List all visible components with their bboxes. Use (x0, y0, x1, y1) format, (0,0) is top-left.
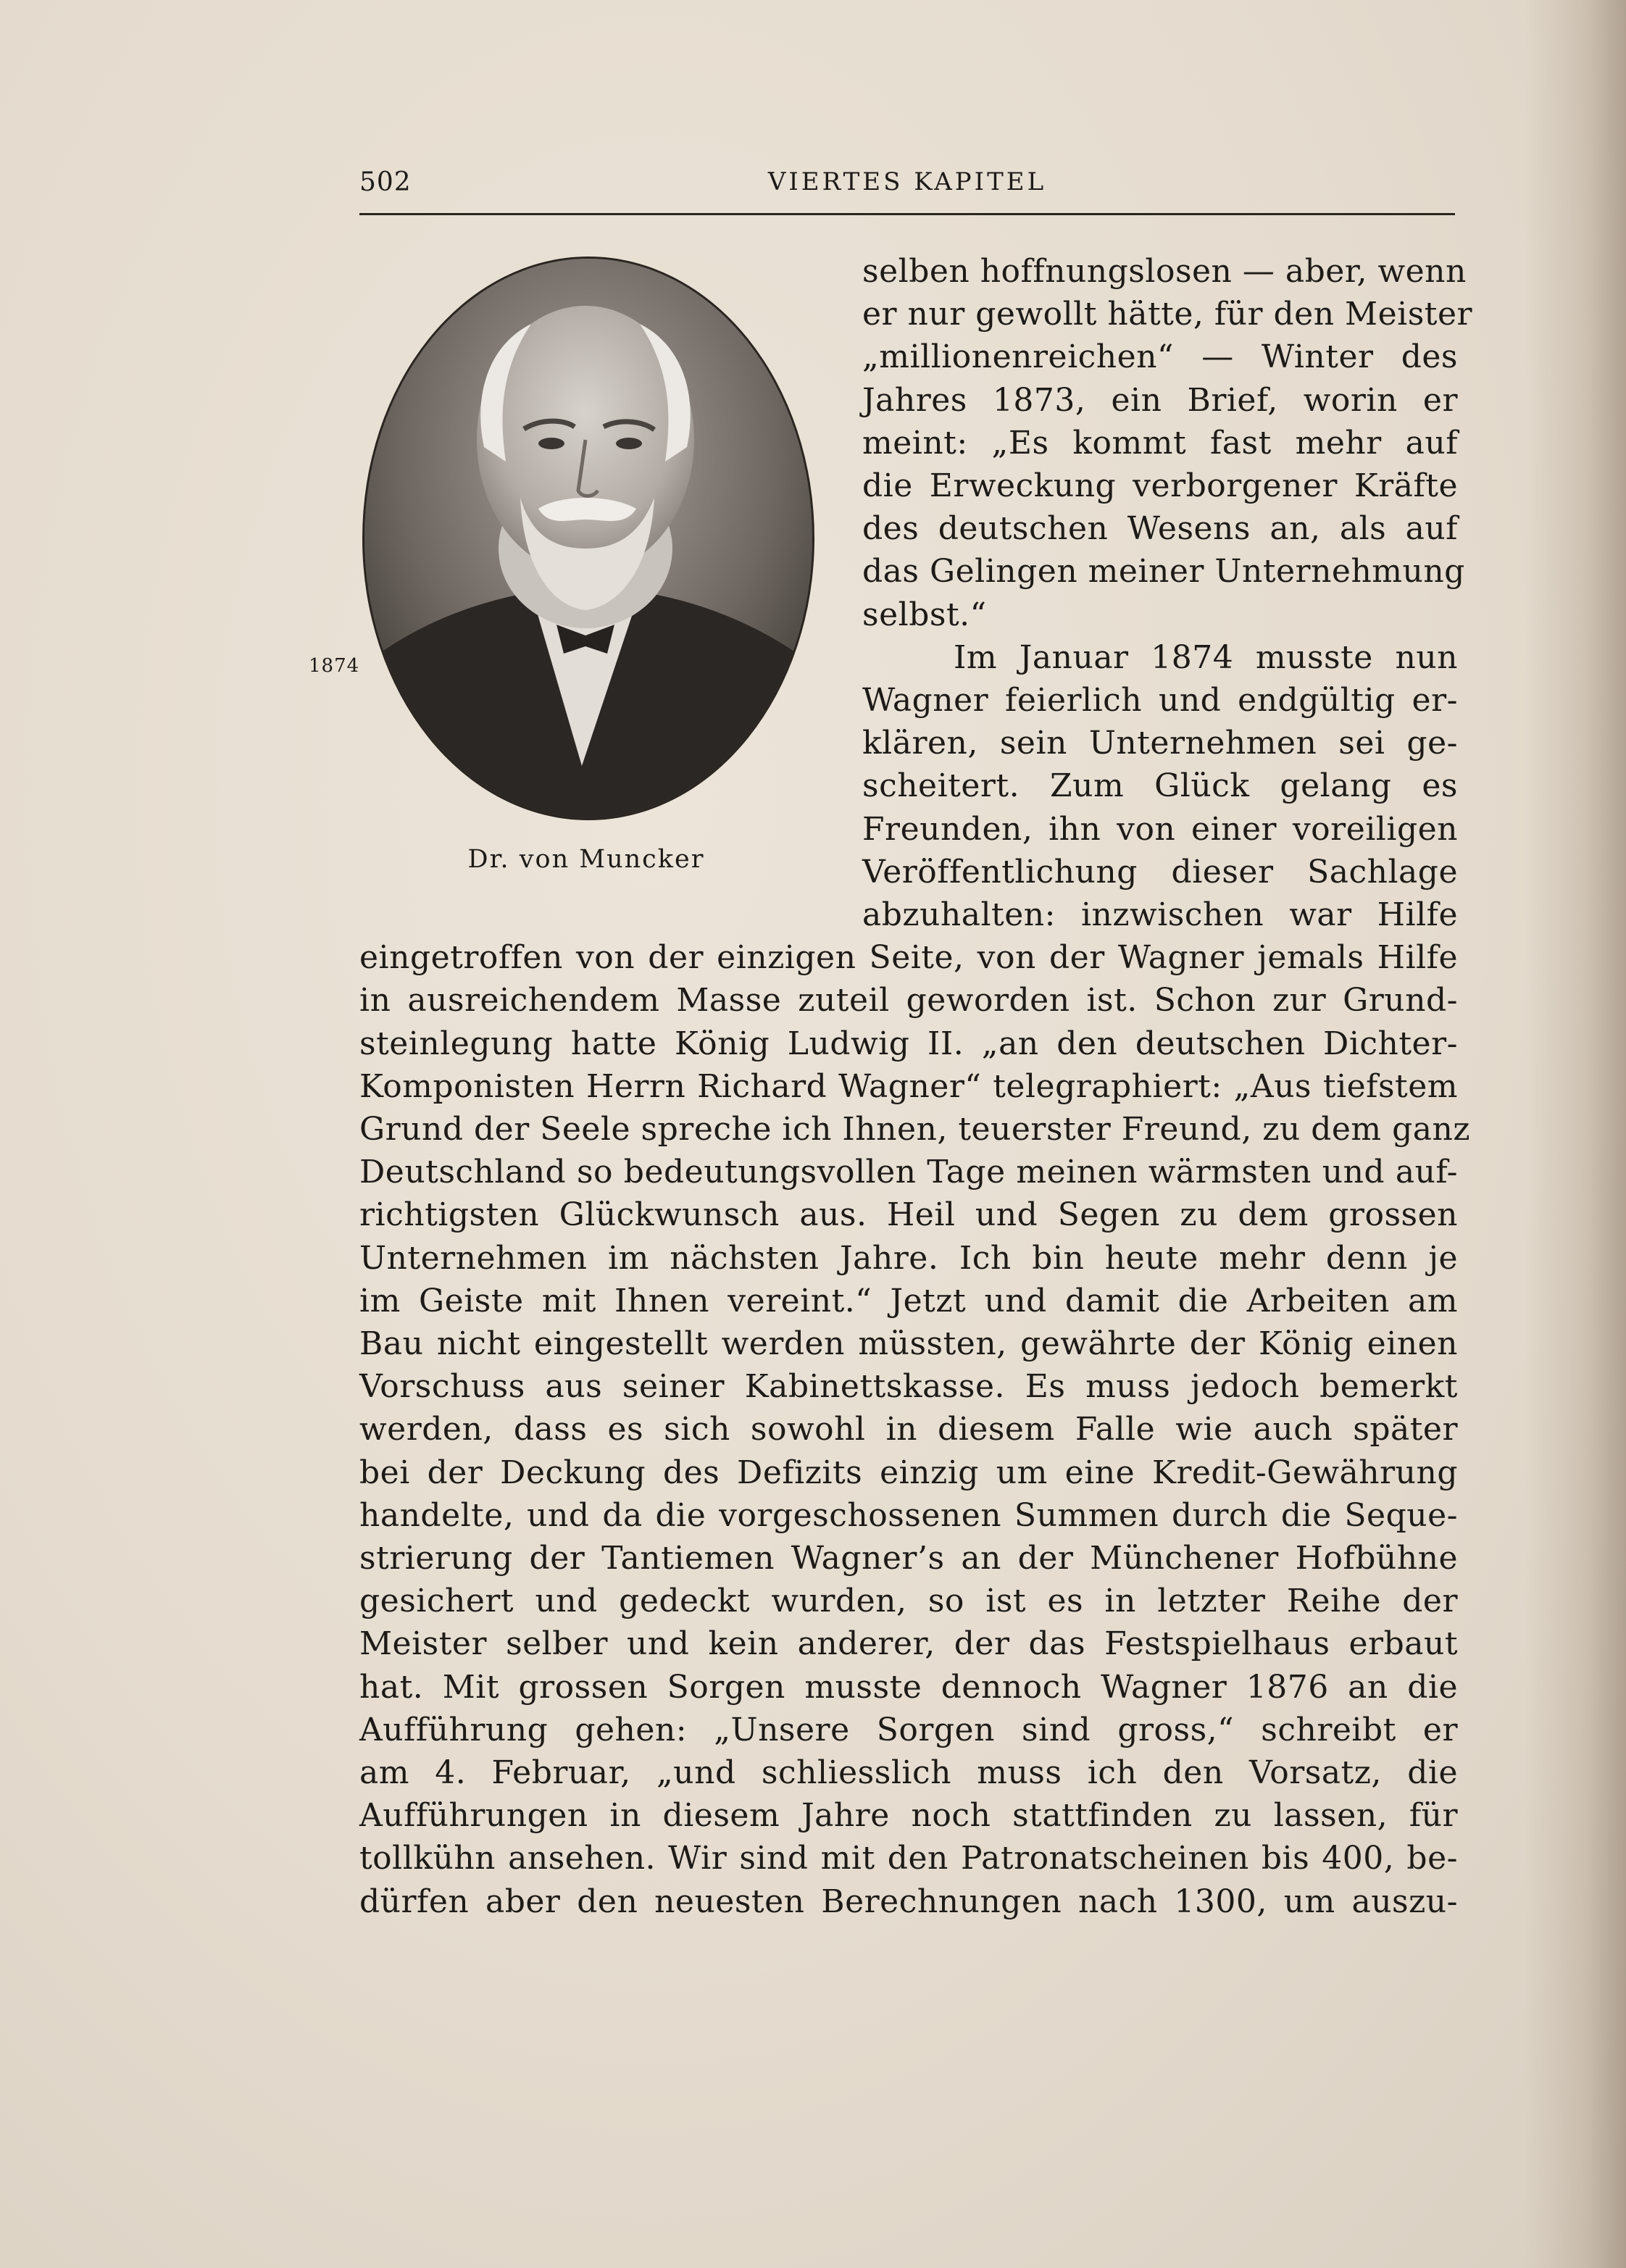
text-line: Aufführungen in diesem Jahre noch stattfinden zu lassen, für (359, 1797, 1458, 1835)
text-line: werden, dass es sich sowohl in diesem Falle wie auch später (359, 1411, 1458, 1448)
text-line: das Gelingen meiner Unternehmung (862, 553, 1465, 591)
margin-year: 1874 (309, 655, 360, 677)
text-line: eingetroffen von der einzigen Seite, von der Wagner jemals Hilfe (359, 939, 1458, 977)
text-line: selben hoffnungslosen — aber, wenn (862, 253, 1467, 290)
text-line: dürfen aber den neuesten Berechnungen nach 1300, um auszu- (359, 1883, 1458, 1920)
text-line: er nur gewollt hätte, für den Meister (862, 296, 1473, 333)
text-line: Wagner feierlich und endgültig er- (862, 682, 1458, 719)
chapter-title: VIERTES KAPITEL (767, 167, 1047, 196)
text-line: Vorschuss aus seiner Kabinettskasse. Es muss jedoch bemerkt (359, 1368, 1458, 1406)
text-line: Deutschland so bedeutungsvollen Tage meinen wärmsten und auf- (359, 1154, 1458, 1191)
figure-caption: Dr. von Muncker (467, 845, 705, 874)
text-line: strierung der Tantiemen Wagner’s an der Münchener Hofbühne (359, 1540, 1458, 1577)
text-line: richtigsten Glückwunsch aus. Heil und Segen zu dem grossen (359, 1196, 1458, 1234)
text-line: Komponisten Herrn Richard Wagner“ telegraphiert: „Aus tiefstem (359, 1067, 1458, 1105)
text-line: Unternehmen im nächsten Jahre. Ich bin heute mehr denn je (359, 1239, 1458, 1277)
text-line: Grund der Seele spreche ich Ihnen, teuerster Freund, zu dem ganz (359, 1111, 1471, 1148)
text-line: Veröffentlichung dieser Sachlage (862, 853, 1458, 891)
text-line: Im Januar 1874 musste nun (954, 638, 1458, 676)
text-line: tollkühn ansehen. Wir sind mit den Patronatscheinen bis 400, be- (359, 1840, 1458, 1877)
text-line: gesichert und gedeckt wurden, so ist es in letzter Reihe der (359, 1583, 1458, 1620)
page-number: 502 (359, 167, 412, 197)
text-line: handelte, und da die vorgeschossenen Summen durch die Seque- (359, 1496, 1458, 1534)
text-line: steinlegung hatte König Ludwig II. „an den deutschen Dichter- (359, 1025, 1458, 1062)
text-line: Aufführung gehen: „Unsere Sorgen sind gross,“ schreibt er (359, 1711, 1458, 1748)
text-line: Bau nicht eingestellt werden müssten, gewährte der König einen (359, 1325, 1458, 1362)
text-line: selbst.“ (862, 596, 987, 633)
text-line: klären, sein Unternehmen sei ge- (862, 725, 1458, 762)
text-line: in ausreichendem Masse zuteil geworden ist. Schon zur Grund- (359, 982, 1458, 1020)
running-head (359, 163, 1455, 207)
text-line: meint: „Es kommt fast mehr auf (862, 424, 1458, 462)
text-line: am 4. Februar, „und schliesslich muss ich den Vorsatz, die (359, 1754, 1458, 1791)
text-line: des deutschen Wesens an, als auf (862, 510, 1458, 548)
text-line: hat. Mit grossen Sorgen musste dennoch Wagner 1876 an die (359, 1668, 1458, 1706)
portrait-illustration (364, 259, 812, 818)
header-rule (359, 213, 1455, 215)
text-line: die Erweckung verborgener Kräfte (862, 467, 1458, 504)
text-line: Meister selber und kein anderer, der das Festspielhaus erbaut (359, 1625, 1458, 1663)
text-line: „millionenreichen“ — Winter des (862, 338, 1458, 376)
text-line: Freunden, ihn von einer voreiligen (862, 810, 1458, 848)
page-edge-shadow (1525, 0, 1626, 2268)
text-line: im Geiste mit Ihnen vereint.“ Jetzt und damit die Arbeiten am (359, 1282, 1458, 1319)
text-line: scheitert. Zum Glück gelang es (862, 767, 1458, 805)
text-line: abzuhalten: inzwischen war Hilfe (862, 896, 1458, 933)
oval-portrait (362, 257, 814, 820)
text-line: bei der Deckung des Defizits einzig um eine Kredit-Gewährung (359, 1454, 1458, 1491)
text-line: Jahres 1873, ein Brief, worin er (862, 381, 1458, 419)
